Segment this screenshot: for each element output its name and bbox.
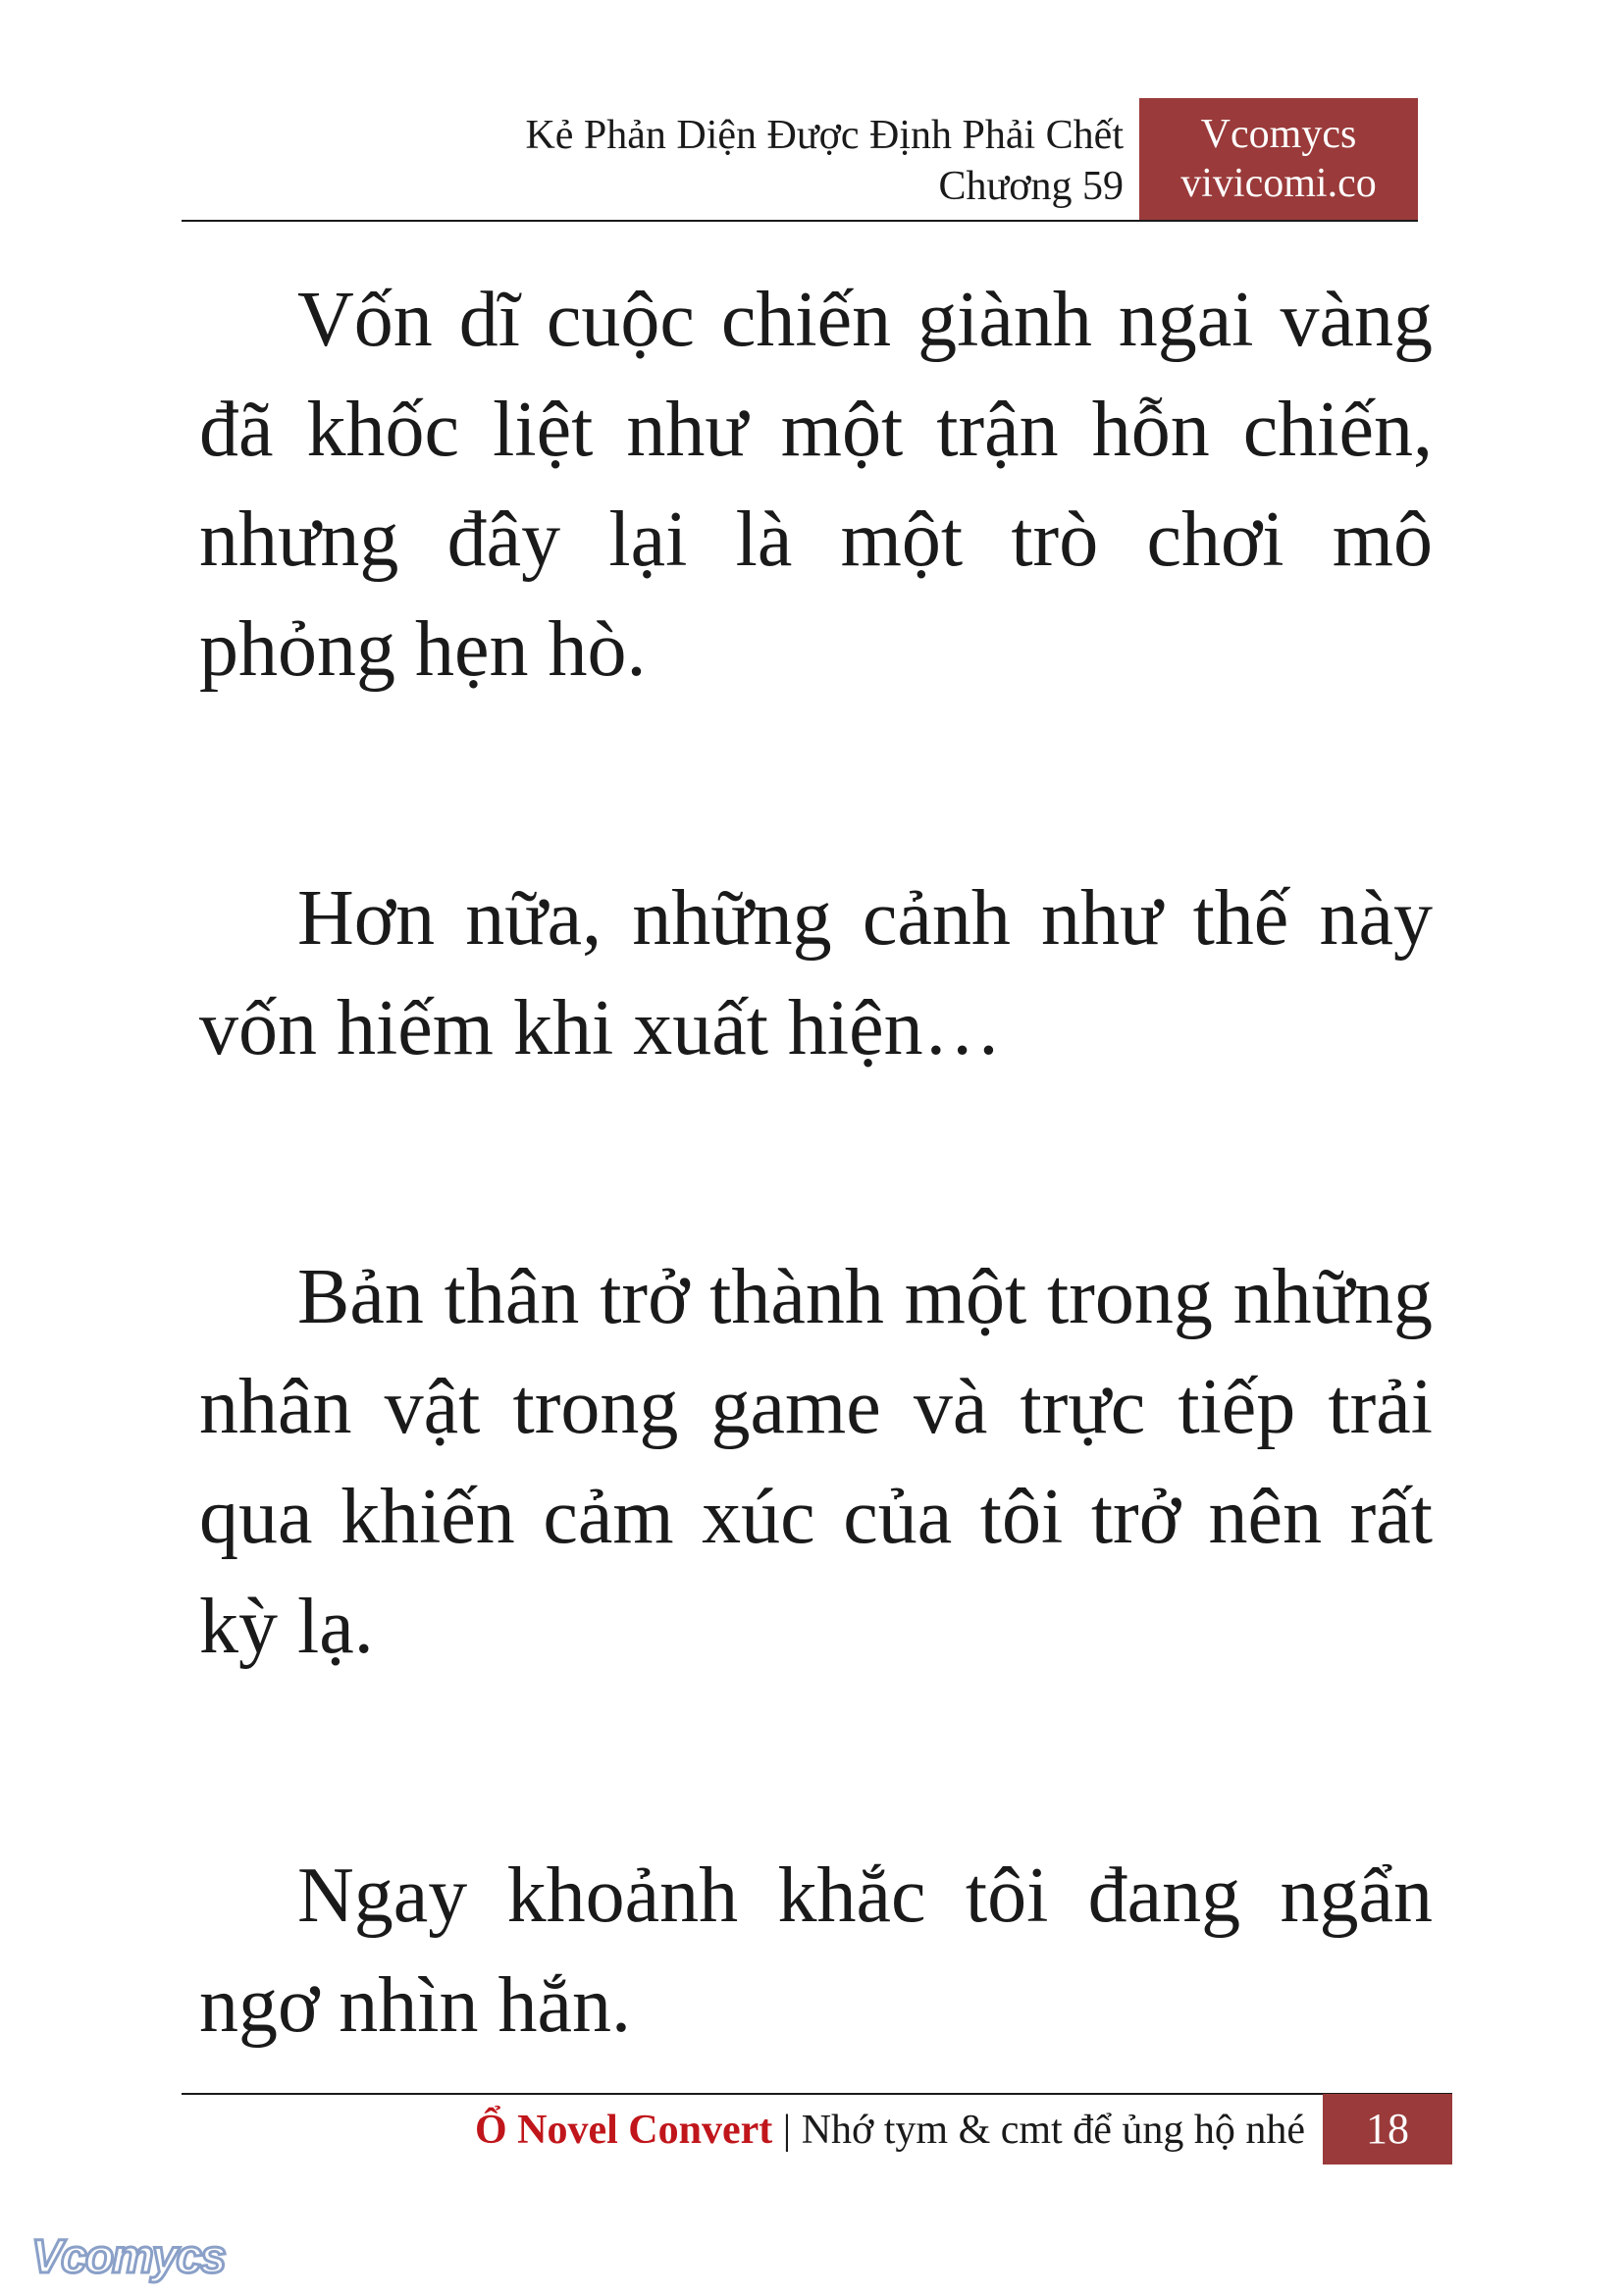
paragraph: Hơn nữa, những cảnh như thế này vốn hiếm khi xuất hiện… [199,875,1433,1071]
publisher-name: Vcomycs [1200,112,1357,157]
header-divider [182,220,1418,222]
watermark-logo [29,2227,245,2286]
header-title-block [525,110,1124,212]
watermark-text: Vcomycs [31,2231,225,2283]
chapter-label: Chương 59 [938,164,1124,209]
footer-brand: Ổ Novel Convert [474,2108,773,2153]
page-number: 18 [1323,2094,1452,2165]
footer-text [475,2106,1305,2155]
footer-separator: | [782,2108,792,2153]
publisher-site: vivicomi.co [1180,161,1377,206]
page-header [182,98,1418,221]
footer-message: Nhớ tym & cmt để ủng hộ nhé [801,2108,1305,2153]
book-title: Kẻ Phản Diện Được Định Phải Chết [525,113,1124,158]
chapter-body [199,265,1433,2060]
publisher-badge [1139,98,1418,221]
paragraph: Vốn dĩ cuộc chiến giành ngai vàng đã khốc liệt như một trận hỗn chiến, nhưng đây lại là một trò chơi mô phỏng hẹn hò. [199,277,1433,693]
page-footer [182,2094,1452,2165]
paragraph: Ngay khoảnh khắc tôi đang ngẩn ngơ nhìn hắn. [199,1852,1433,2049]
paragraph: Bản thân trở thành một trong những nhân vật trong game và trực tiếp trải qua khiến cảm xúc của tôi trở nên rất kỳ lạ. [199,1254,1433,1670]
